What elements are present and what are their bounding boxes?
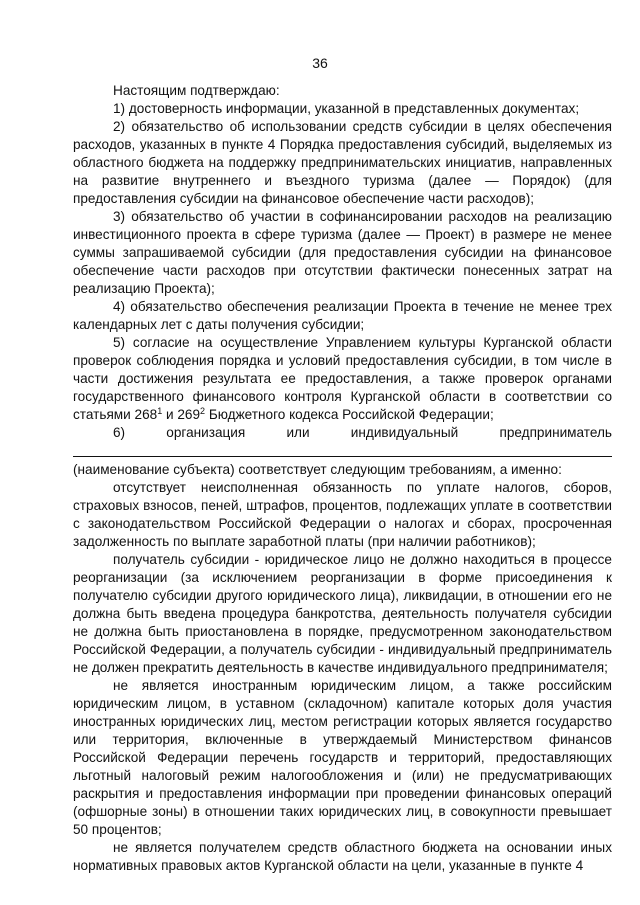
item-3: 3) обязательство об участии в софинансировании расходов на реализацию инвестиционного проекта в сфере туризма (далее — Проект) в размере не менее суммы запрашиваемой субсидии (для предоставления субсидии на финансовое обеспечение части расходов при отсутствии фактически понесенных затрат на реализацию Проекта); (73, 209, 612, 296)
item-6: 6) организация или индивидуальный предприниматель (113, 425, 612, 440)
footnote-mark-269: 2 (200, 406, 206, 416)
requirement-1: отсутствует неисполненная обязанность по уплате налогов, сборов, страховых взносов, пеней, штрафов, процентов, подлежащих уплате в соответствии с законодательством Российской Федерации о налогах и сборах, просроченная задолженность по выплате заработной платы (при наличии работников); (73, 480, 612, 549)
item-5 (73, 334, 612, 424)
requirement-4: не является получателем средств областного бюджета на основании иных нормативных правовых актов Курганской области на цели, указанные в пункте 4 (73, 840, 612, 873)
footnote-mark-268: 1 (157, 406, 163, 416)
requirement-2: получатель субсидии - юридическое лицо не должно находиться в процессе реорганизации (за исключением реорганизации в форме присоединения к получателю субсидии другого юридического лица), ликвидации, в отношении его не должна быть введена процедура банкротства, деятельность получателя субсидии не должна быть приостановлена в порядке, предусмотренном законодательством Российской Федерации, а получатель субсидии - индивидуальный предприниматель не должен прекратить деятельность в качестве индивидуального предпринимателя; (73, 552, 612, 675)
requirement-3: не является иностранным юридическим лицом, а также российским юридическим лицом, в уставном (складочном) капитале которых доля участия иностранных юридических лиц, местом регистрации которых является государство или территория, включенные в утверждаемый Министерством финансов Российской Федерации перечень государств и территорий, предоставляющих льготный налоговый режим налогообложения и (или) не предусматривающих раскрытия и предоставления информации при проведении финансовых операций (офшорные зоны) в отношении таких юридических лиц, в совокупности превышает 50 процентов; (73, 678, 612, 837)
subject-name-blank-line (73, 442, 612, 457)
item-5-end: Бюджетного кодекса Российской Федерации; (205, 407, 494, 422)
intro-paragraph: Настоящим подтверждаю: (113, 83, 280, 98)
item-4: 4) обязательство обеспечения реализации Проекта в течение не менее трех календарных лет с даты получения субсидии; (73, 299, 612, 332)
item-2: 2) обязательство об использовании средств субсидии в целях обеспечения расходов, указанных в пункте 4 Порядка предоставления субсидий, выделяемых из областного бюджета на поддержку предпринимательских инициатив, направленных на развитие внутреннего и въездного туризма (далее — Порядок) (для предоставления субсидии на финансовое обеспечение части расходов); (73, 119, 612, 206)
item-5-mid: и 269 (162, 407, 201, 422)
item-1: 1) достоверность информации, указанной в представленных документах; (113, 101, 580, 116)
document-body (73, 82, 612, 875)
subject-caption: (наименование субъекта) соответствует следующим требованиям, а именно: (73, 462, 562, 477)
page-number: 36 (312, 55, 328, 71)
item-5-text: 5) согласие на осуществление Управлением культуры Курганской области проверок соблюдения порядка и условий предоставления субсидии, в том числе в части достижения результата ее предоставления, а также проверок органами государственного финансового контроля Курганской области в соответствии со статьями 268 (73, 335, 612, 422)
